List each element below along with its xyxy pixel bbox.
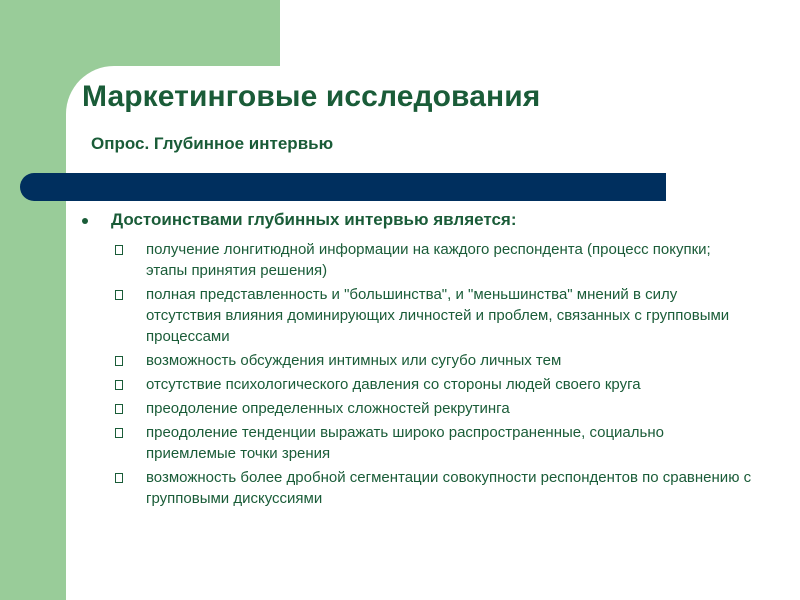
list-item-text: получение лонгитюдной информации на каждого респондента (процесс покупки; этапы принятия решения)	[146, 241, 711, 279]
square-bullet-icon	[115, 473, 123, 483]
bullet-dot-icon	[82, 218, 88, 224]
list-item-text: возможность обсуждения интимных или сугубо личных тем	[146, 352, 562, 369]
list-item-text: полная представленность и "большинства", и "меньшинства" мнений в силу отсутствия влияния доминирующих личностей и проблем, связанных с групповыми процессами	[146, 286, 730, 345]
list-item	[113, 284, 753, 347]
list-item	[113, 239, 753, 281]
square-bullet-icon	[115, 428, 123, 438]
square-bullet-icon	[115, 356, 123, 366]
list-item	[113, 398, 753, 419]
list-item-text: возможность более дробной сегментации совокупности респондентов по сравнению с групповыми дискуссиями	[146, 469, 752, 507]
list-item-text: отсутствие психологического давления со стороны людей своего круга	[146, 376, 641, 393]
main-bullet-text: Достоинствами глубинных интервью является:	[111, 210, 517, 229]
slide-subtitle: Опрос. Глубинное интервью	[91, 134, 334, 153]
square-bullet-icon	[115, 245, 123, 255]
square-bullet-icon	[115, 404, 123, 414]
divider-bar	[20, 173, 666, 201]
advantages-list	[113, 239, 753, 512]
list-item	[113, 374, 753, 395]
square-bullet-icon	[115, 290, 123, 300]
list-item	[113, 422, 753, 464]
list-item-text: преодоление тенденции выражать широко распространенные, социально приемлемые точки зрения	[146, 424, 664, 462]
slide-title: Маркетинговые исследования	[82, 80, 541, 113]
list-item	[113, 350, 753, 371]
square-bullet-icon	[115, 380, 123, 390]
list-item	[113, 467, 753, 509]
list-item-text: преодоление определенных сложностей рекрутинга	[146, 400, 510, 417]
